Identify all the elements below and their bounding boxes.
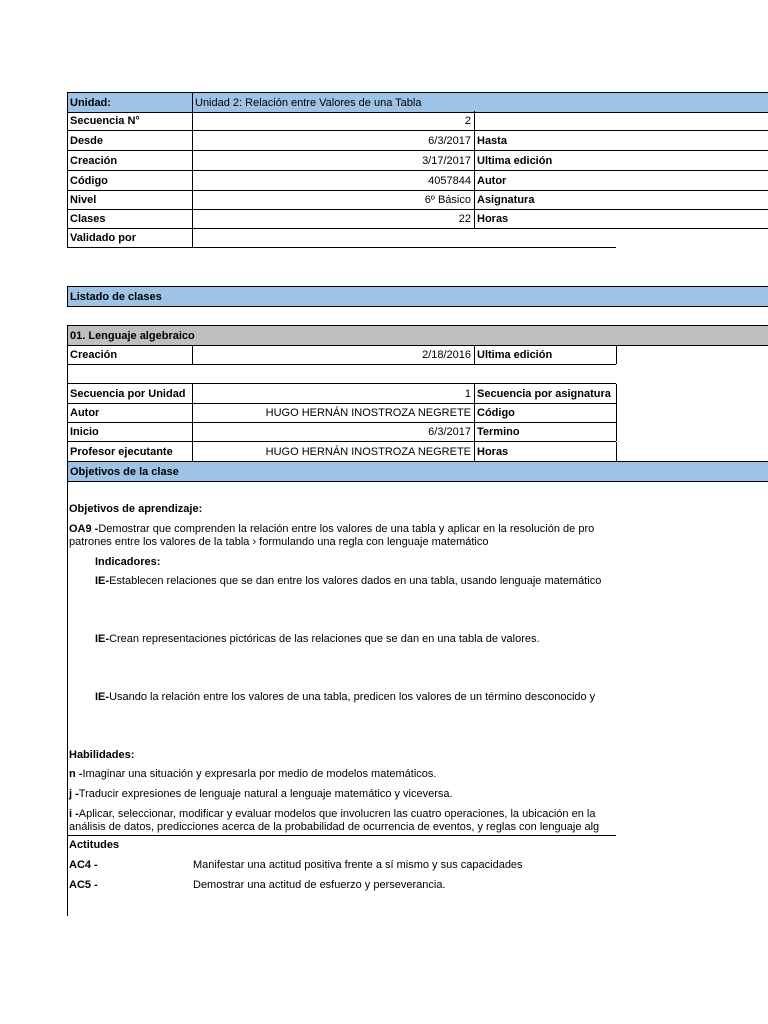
nivel-row	[67, 190, 768, 210]
clase-autor-value[interactable]: HUGO HERNÁN INOSTROZA NEGRETE	[192, 403, 474, 422]
nivel-value[interactable]: 6º Básico	[192, 190, 474, 209]
listado-title: Listado de clases	[70, 290, 162, 303]
indicadores-label: Indicadores:	[95, 556, 161, 568]
clase-autor-label: Autor	[70, 406, 100, 419]
ie3-text: Usando la relación entre los valores de una tabla, predicen los valores de un término desconocido y	[109, 691, 596, 703]
creacion-label: Creación	[70, 154, 118, 167]
clase-creacion-label: Creación	[70, 348, 118, 361]
secuencia-asignatura-label: Secuencia por asignatura	[474, 384, 617, 403]
inicio-label: Inicio	[70, 425, 99, 438]
inicio-value[interactable]: 6/3/2017	[192, 422, 474, 441]
clase-codigo-label: Código	[474, 403, 617, 422]
habilidades-label: Habilidades:	[69, 749, 135, 761]
oa9-line2: patrones entre los valores de la tabla › formulando una regla con lenguaje matemático	[69, 536, 489, 548]
hab-j-line	[69, 788, 453, 801]
codigo-value[interactable]: 4057844	[192, 171, 474, 190]
ie2-text: Crean representaciones pictóricas de las relaciones que se dan en una tabla de valores.	[109, 633, 540, 645]
clases-label: Clases	[70, 212, 106, 225]
ac5-text: Demostrar una actitud de esfuerzo y perseverancia.	[193, 879, 446, 891]
secuencia-unidad-label: Secuencia por Unidad	[70, 387, 186, 400]
ultima-edicion-label: Ultima edición	[474, 151, 617, 170]
unidad-value[interactable]: Unidad 2: Relación entre Valores de una Tabla	[192, 93, 617, 112]
ie1-line	[95, 575, 601, 588]
desde-row	[67, 131, 768, 151]
ac5-code: AC5 -	[69, 879, 98, 891]
ie1-code: IE-	[95, 575, 110, 587]
hab-i-code: i -	[69, 808, 79, 820]
hab-n-text: Imaginar una situación y expresarla por medio de modelos matemáticos.	[82, 768, 437, 780]
actitudes-divider	[67, 835, 616, 836]
secuencia-label: Secuencia N°	[70, 114, 140, 127]
clase-header	[67, 325, 768, 346]
codigo-label: Código	[70, 174, 108, 187]
profesor-row	[67, 442, 616, 462]
inicio-row	[67, 422, 616, 442]
ie3-code: IE-	[95, 691, 110, 703]
clases-row	[67, 209, 768, 229]
clase-ultima-edicion-label: Ultima edición	[474, 345, 617, 364]
horas-label: Horas	[474, 209, 617, 228]
oa9-text1: Demostrar que comprenden la relación entre los valores de una tabla y aplicar en la resolución de pro	[98, 523, 595, 535]
listado-header	[67, 286, 768, 307]
ie2-code: IE-	[95, 633, 110, 645]
aprendizaje-label: Objetivos de aprendizaje:	[69, 503, 203, 515]
ac4-text: Manifestar una actitud positiva frente a sí mismo y sus capacidades	[193, 859, 523, 871]
validado-value[interactable]	[192, 229, 617, 247]
unidad-row	[67, 92, 768, 113]
hab-i-line1	[69, 808, 595, 821]
nivel-label: Nivel	[70, 193, 97, 206]
secuencia-unidad-value[interactable]: 1	[192, 384, 474, 403]
hab-i-text1: Aplicar, seleccionar, modificar y evaluar modelos que involucren las cuatro operaciones, la ubicación en la	[78, 808, 596, 820]
profesor-value[interactable]: HUGO HERNÁN INOSTROZA NEGRETE	[192, 442, 474, 461]
clases-value[interactable]: 22	[192, 209, 474, 228]
codigo-row	[67, 171, 768, 191]
clase-creacion-value[interactable]: 2/18/2016	[192, 345, 474, 364]
objetivos-header	[67, 461, 768, 482]
ie2-line	[95, 633, 540, 646]
autor-row	[67, 403, 616, 423]
hab-i-line2: análisis de datos, predicciones acerca de la probabilidad de ocurrencia de eventos, y reglas con lenguaje alg	[69, 821, 600, 833]
profesor-label: Profesor ejecutante	[70, 445, 173, 458]
creacion-row	[67, 151, 768, 171]
oa9-line1	[69, 523, 594, 536]
validado-label: Validado por	[70, 232, 137, 244]
ac4-code: AC4 -	[69, 859, 98, 871]
termino-label: Termino	[474, 422, 617, 441]
autor-label: Autor	[474, 171, 617, 190]
unidad-label: Unidad:	[70, 96, 111, 109]
secuencia-value[interactable]: 2	[192, 111, 474, 130]
objetivos-title: Objetivos de la clase	[70, 465, 179, 478]
ie1-text: Establecen relaciones que se dan entre los valores dados en una tabla, usando lenguaje matemático	[109, 575, 602, 587]
clase-creacion-row	[67, 345, 616, 365]
hasta-label: Hasta	[474, 131, 617, 150]
secuencia-unidad-row	[67, 384, 616, 404]
actitudes-label: Actitudes	[69, 839, 120, 851]
objetivos-clip	[67, 481, 616, 916]
secuencia-row	[67, 111, 768, 131]
hab-n-code: n -	[69, 768, 83, 780]
hab-n-line	[69, 768, 436, 781]
ie3-line	[95, 691, 595, 704]
secuencia-extra	[474, 111, 617, 130]
hab-j-text: Traducir expresiones de lenguaje natural a lenguaje matemático y viceversa.	[78, 788, 453, 800]
hab-j-code: j -	[69, 788, 79, 800]
oa9-code: OA9 -	[69, 523, 99, 535]
spacer-row	[67, 365, 616, 384]
creacion-value[interactable]: 3/17/2017	[192, 151, 474, 170]
validado-row	[67, 229, 616, 248]
desde-label: Desde	[70, 134, 104, 147]
clase-horas-label: Horas	[474, 442, 617, 461]
desde-value[interactable]: 6/3/2017	[192, 131, 474, 150]
objetivos-content	[67, 481, 768, 916]
asignatura-label: Asignatura	[474, 190, 617, 209]
clase-title: 01. Lenguaje algebraico	[70, 329, 195, 342]
